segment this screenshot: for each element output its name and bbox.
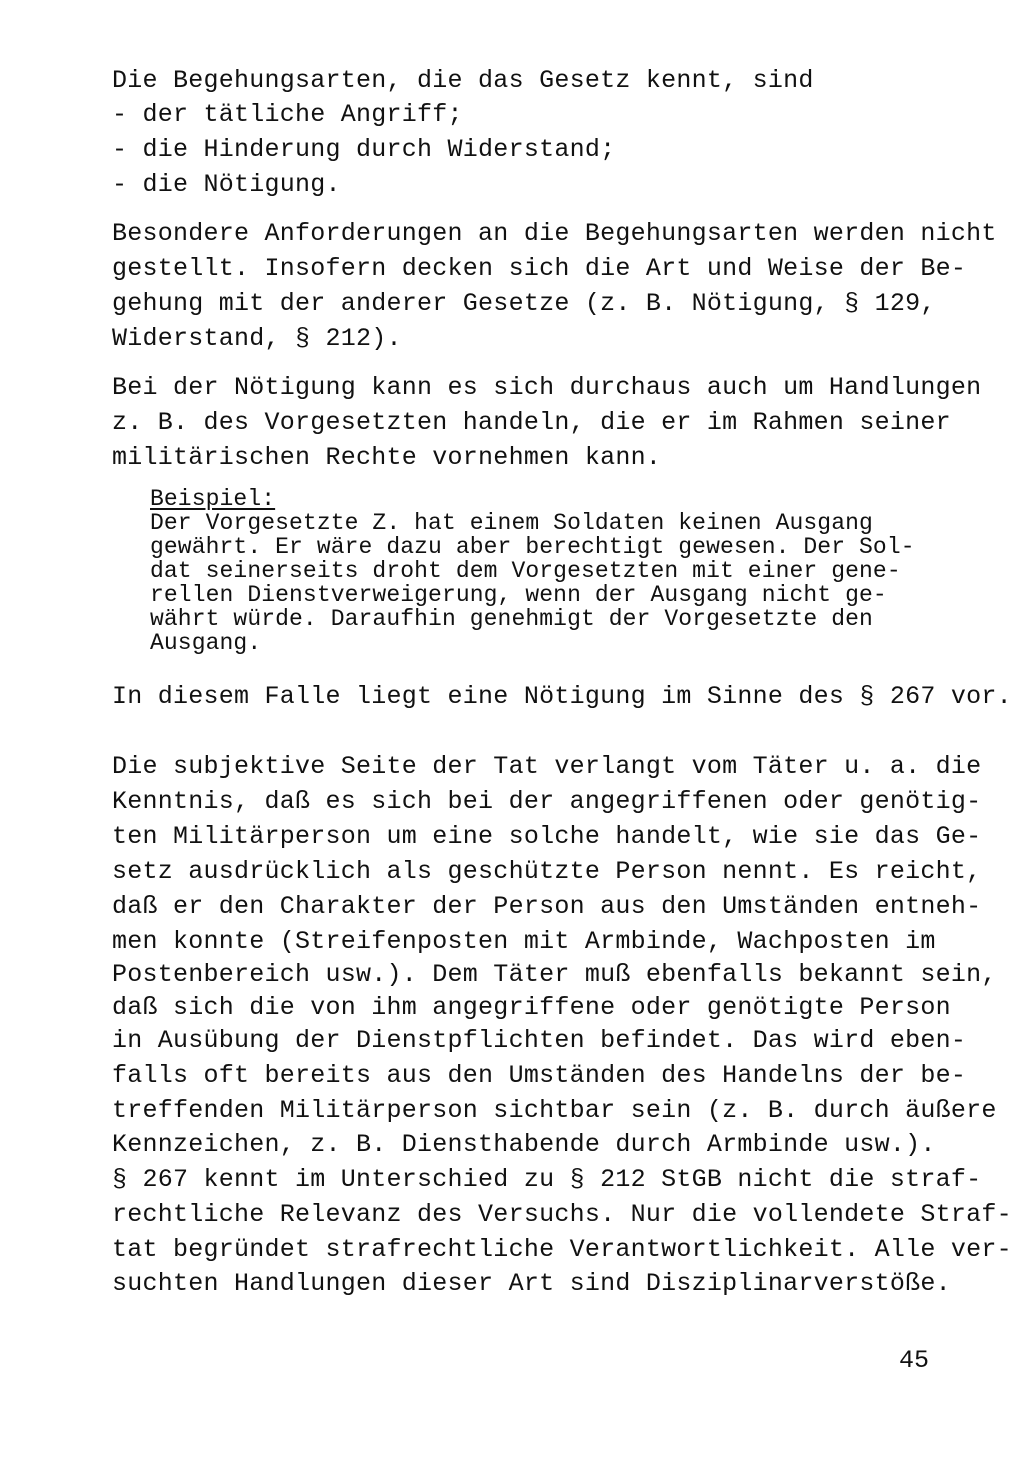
paragraph-2-line-4: Widerstand, § 212). bbox=[112, 324, 402, 353]
page-number: 45 bbox=[899, 1346, 930, 1375]
paragraph-5-line-2: Kenntnis, daß es sich bei der angegriffenen oder genötig- bbox=[112, 787, 982, 816]
paragraph-2-line-1: Besondere Anforderungen an die Begehungsarten werden nicht bbox=[112, 219, 997, 248]
example-line-4: rellen Dienstverweigerung, wenn der Ausgang nicht ge- bbox=[150, 582, 887, 608]
paragraph-5-line-11: treffenden Militärperson sichtbar sein (z. B. durch äußere bbox=[112, 1096, 997, 1125]
example-heading: Beispiel: bbox=[150, 486, 276, 512]
list-item-2: - die Hinderung durch Widerstand; bbox=[112, 135, 616, 164]
paragraph-5-line-9: in Ausübung der Dienstpflichten befindet. Das wird eben- bbox=[112, 1026, 967, 1055]
example-line-6: Ausgang. bbox=[150, 630, 262, 656]
paragraph-5-line-5: daß er den Charakter der Person aus den Umständen entneh- bbox=[112, 892, 982, 921]
paragraph-5-line-7: Postenbereich usw.). Dem Täter muß ebenfalls bekannt sein, bbox=[112, 960, 997, 989]
paragraph-5-line-3: ten Militärperson um eine solche handelt, wie sie das Ge- bbox=[112, 822, 982, 851]
paragraph-5-line-14: rechtliche Relevanz des Versuchs. Nur die vollendete Straf- bbox=[112, 1200, 1012, 1229]
paragraph-5-line-10: falls oft bereits aus den Umständen des Handelns der be- bbox=[112, 1061, 967, 1090]
paragraph-5-line-13: § 267 kennt im Unterschied zu § 212 StGB nicht die straf- bbox=[112, 1165, 982, 1194]
paragraph-5-line-8: daß sich die von ihm angegriffene oder genötigte Person bbox=[112, 993, 951, 1022]
paragraph-3-line-3: militärischen Rechte vornehmen kann. bbox=[112, 443, 662, 472]
list-item-3: - die Nötigung. bbox=[112, 170, 341, 199]
paragraph-5-line-16: suchten Handlungen dieser Art sind Disziplinarverstöße. bbox=[112, 1269, 951, 1298]
paragraph-3-line-2: z. B. des Vorgesetzten handeln, die er im Rahmen seiner bbox=[112, 408, 951, 437]
paragraph-5-line-15: tat begründet strafrechtliche Verantwortlichkeit. Alle ver- bbox=[112, 1235, 1012, 1264]
conclusion-line: In diesem Falle liegt eine Nötigung im Sinne des § 267 vor. bbox=[112, 682, 1012, 711]
paragraph-5-line-12: Kennzeichen, z. B. Diensthabende durch Armbinde usw.). bbox=[112, 1130, 936, 1159]
example-line-3: dat seinerseits droht dem Vorgesetzten mit einer gene- bbox=[150, 558, 901, 584]
example-line-2: gewährt. Er wäre dazu aber berechtigt gewesen. Der Sol- bbox=[150, 534, 915, 560]
paragraph-5-line-4: setz ausdrücklich als geschützte Person nennt. Es reicht, bbox=[112, 857, 982, 886]
example-line-1: Der Vorgesetzte Z. hat einem Soldaten keinen Ausgang bbox=[150, 510, 873, 536]
example-line-5: währt würde. Daraufhin genehmigt der Vorgesetzte den bbox=[150, 606, 873, 632]
paragraph-5-line-6: men konnte (Streifenposten mit Armbinde, Wachposten im bbox=[112, 927, 936, 956]
intro-line: Die Begehungsarten, die das Gesetz kennt, sind bbox=[112, 66, 814, 95]
paragraph-5-line-1: Die subjektive Seite der Tat verlangt vom Täter u. a. die bbox=[112, 752, 982, 781]
paragraph-2-line-3: gehung mit der anderer Gesetze (z. B. Nötigung, § 129, bbox=[112, 289, 936, 318]
list-item-1: - der tätliche Angriff; bbox=[112, 100, 463, 129]
paragraph-3-line-1: Bei der Nötigung kann es sich durchaus auch um Handlungen bbox=[112, 373, 982, 402]
paragraph-2-line-2: gestellt. Insofern decken sich die Art und Weise der Be- bbox=[112, 254, 967, 283]
